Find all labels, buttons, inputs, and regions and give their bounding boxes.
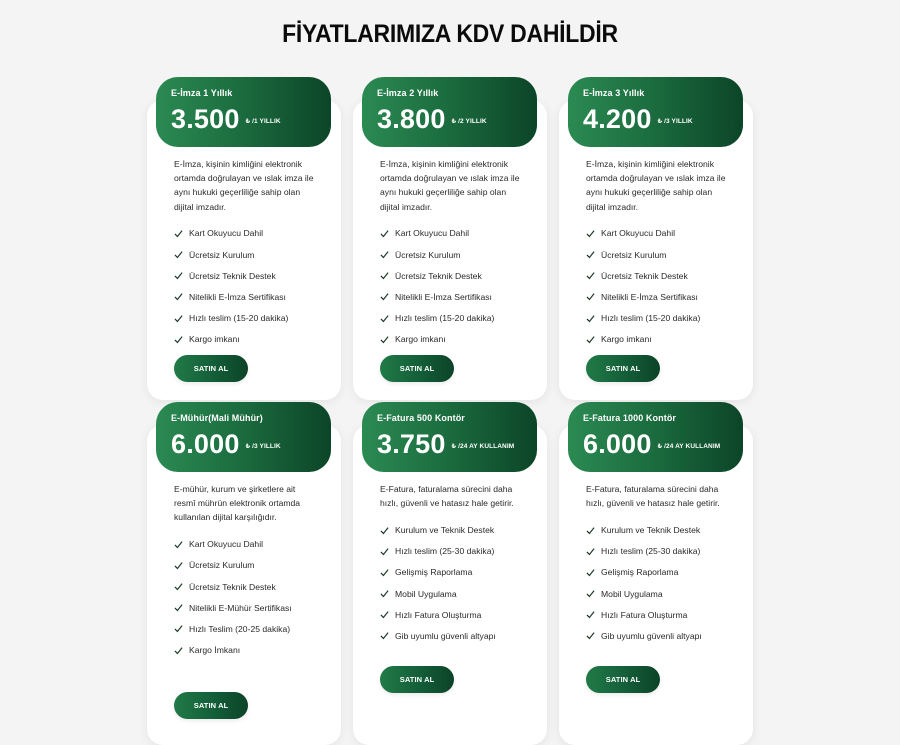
feature-label: Gelişmiş Raporlama [601,567,679,578]
feature-item [586,308,746,329]
feature-label: Mobil Uygulama [395,588,457,599]
check-icon [174,250,183,259]
check-icon [380,250,389,259]
plan-name: E-Mühür(Mali Mühür) [171,413,263,423]
feature-item [380,308,540,329]
feature-label: Ücretsiz Kurulum [189,560,255,571]
check-icon [586,547,595,556]
feature-label: Hızlı teslim (25-30 dakika) [601,546,701,557]
check-icon [174,335,183,344]
price: 3.800 [377,104,446,134]
check-icon [380,292,389,301]
feature-list [174,223,334,350]
feature-label: Kurulum ve Teknik Destek [601,525,701,535]
feature-label: Kart Okuyucu Dahil [189,228,264,239]
price-row [377,104,537,134]
check-icon [380,229,389,238]
feature-item [380,329,540,350]
card-content [586,157,746,350]
buy-button[interactable]: SATIN AL [174,355,248,382]
price: 6.000 [171,429,240,459]
feature-item [586,583,746,604]
feature-item [174,640,334,661]
feature-item [586,286,746,307]
feature-list [380,223,540,350]
card-content [586,482,746,647]
feature-label: Kargo İmkanı [189,645,241,656]
feature-label: Kargo imkanı [601,334,652,345]
check-icon [174,271,183,280]
price-row [583,104,743,134]
check-icon [380,335,389,344]
card-header [568,402,743,472]
price: 4.200 [583,104,652,134]
plan-name: E-İmza 2 Yıllık [377,88,439,98]
price: 3.750 [377,429,446,459]
feature-label: Mobil Uygulama [601,588,663,599]
feature-label: Kurulum ve Teknik Destek [395,525,495,535]
check-icon [174,292,183,301]
feature-item [380,519,540,540]
plan-description: E-Fatura, faturalama sürecini daha hızlı, güvenli ve hatasız hale getirir. [380,484,514,509]
feature-label: Hızlı teslim (15-20 dakika) [601,313,701,324]
check-icon [586,292,595,301]
feature-item [586,329,746,350]
feature-item [380,265,540,286]
check-icon [174,229,183,238]
feature-item [174,576,334,597]
check-icon [586,314,595,323]
feature-label: Hızlı teslim (15-20 dakika) [189,313,289,324]
feature-label: Gelişmiş Raporlama [395,567,473,578]
price-period: ₺ /3 YILLIK [657,118,693,125]
price: 3.500 [171,104,240,134]
feature-list [174,534,334,661]
feature-item [174,618,334,639]
feature-item [174,223,334,244]
check-icon [586,610,595,619]
feature-label: Ücretsiz Teknik Destek [189,581,276,592]
feature-label: Kart Okuyucu Dahil [601,228,676,239]
feature-label: Gib uyumlu güvenli altyapı [601,630,702,641]
feature-label: Ücretsiz Teknik Destek [189,270,276,281]
plan-name: E-Fatura 1000 Kontör [583,413,677,423]
plan-description: E-İmza, kişinin kimliğini elektronik ortamda doğrulayan ve ıslak imza ile aynı hukuki geçerliliğe sahip olan dijital imzadır. [174,159,314,212]
feature-label: Kart Okuyucu Dahil [189,539,264,550]
feature-item [586,625,746,646]
feature-item [174,534,334,555]
feature-label: Nitelikli E-İmza Sertifikası [395,291,492,302]
feature-item [586,604,746,625]
check-icon [174,582,183,591]
check-icon [174,561,183,570]
feature-item [380,286,540,307]
price-period: ₺ /3 YILLIK [245,443,281,450]
feature-label: Nitelikli E-İmza Sertifikası [189,291,286,302]
feature-item [380,583,540,604]
plan-name: E-Fatura 500 Kontör [377,413,465,423]
price-period: ₺ /24 AY KULLANIM [657,443,721,450]
plan-description: E-İmza, kişinin kimliğini elektronik ortamda doğrulayan ve ıslak imza ile aynı hukuki geçerliliğe sahip olan dijital imzadır. [586,159,726,212]
feature-item [586,223,746,244]
check-icon [586,526,595,535]
plan-name: E-İmza 1 Yıllık [171,88,233,98]
price: 6.000 [583,429,652,459]
feature-label: Kargo imkanı [395,334,446,345]
card-header [362,402,537,472]
buy-button[interactable]: SATIN AL [174,692,248,719]
check-icon [586,631,595,640]
feature-item [380,604,540,625]
feature-item [174,265,334,286]
check-icon [380,610,389,619]
card-content [174,482,334,661]
buy-button[interactable]: SATIN AL [380,666,454,693]
feature-label: Hızlı Fatura Oluşturma [395,609,482,620]
feature-label: Nitelikli E-Mühür Sertifikası [189,602,292,613]
price-row [171,104,331,134]
check-icon [586,229,595,238]
price-period: ₺ /2 YILLIK [451,118,487,125]
card-header [362,77,537,147]
feature-list [586,519,746,646]
feature-label: Ücretsiz Kurulum [601,249,667,260]
card-header [156,77,331,147]
check-icon [380,271,389,280]
feature-item [174,597,334,618]
feature-label: Nitelikli E-İmza Sertifikası [601,291,698,302]
price-row [171,429,331,459]
buy-button[interactable]: SATIN AL [380,355,454,382]
feature-label: Hızlı teslim (15-20 dakika) [395,313,495,324]
feature-label: Ücretsiz Teknik Destek [601,270,688,281]
card-header [156,402,331,472]
card-header [568,77,743,147]
feature-item [174,244,334,265]
feature-item [586,562,746,583]
feature-item [380,244,540,265]
plan-description: E-İmza, kişinin kimliğini elektronik ortamda doğrulayan ve ıslak imza ile aynı hukuki geçerliliğe sahip olan dijital imzadır. [380,159,520,212]
price-row [583,429,743,459]
feature-item [586,541,746,562]
feature-item [380,625,540,646]
feature-label: Hızlı Fatura Oluşturma [601,609,688,620]
feature-label: Kart Okuyucu Dahil [395,228,470,239]
feature-label: Ücretsiz Kurulum [189,249,255,260]
feature-label: Gib uyumlu güvenli altyapı [395,630,496,641]
check-icon [380,631,389,640]
price-period: ₺ /24 AY KULLANIM [451,443,515,450]
check-icon [174,624,183,633]
check-icon [586,335,595,344]
check-icon [174,646,183,655]
card-content [174,157,334,350]
plan-name: E-İmza 3 Yıllık [583,88,645,98]
feature-label: Kargo imkanı [189,334,240,345]
price-row [377,429,537,459]
plan-description: E-Fatura, faturalama sürecini daha hızlı, güvenli ve hatasız hale getirir. [586,484,720,509]
feature-item [586,265,746,286]
plan-description: E-mühür, kurum ve şirketlere ait resmî mührün elektronik ortamda kullanılan dijital karşılığıdır. [174,484,301,523]
feature-list [586,223,746,350]
check-icon [174,603,183,612]
feature-label: Ücretsiz Teknik Destek [395,270,482,281]
feature-item [174,329,334,350]
feature-item [380,223,540,244]
check-icon [174,314,183,323]
feature-list [380,519,540,646]
page-title: FİYATLARIMIZA KDV DAHİLDİR [282,20,618,48]
feature-item [586,519,746,540]
feature-item [380,541,540,562]
feature-item [586,244,746,265]
feature-item [380,562,540,583]
price-period: ₺ /1 YILLIK [245,118,281,125]
feature-item [174,308,334,329]
check-icon [174,540,183,549]
check-icon [380,568,389,577]
card-content [380,157,540,350]
feature-label: Hızlı teslim (25-30 dakika) [395,546,495,557]
check-icon [586,568,595,577]
feature-item [174,555,334,576]
check-icon [586,271,595,280]
feature-label: Ücretsiz Kurulum [395,249,461,260]
check-icon [380,547,389,556]
check-icon [586,589,595,598]
buy-button[interactable]: SATIN AL [586,355,660,382]
feature-item [174,286,334,307]
check-icon [586,250,595,259]
card-content [380,482,540,647]
buy-button[interactable]: SATIN AL [586,666,660,693]
feature-label: Hızlı Teslim (20-25 dakika) [189,623,291,634]
check-icon [380,314,389,323]
check-icon [380,589,389,598]
check-icon [380,526,389,535]
